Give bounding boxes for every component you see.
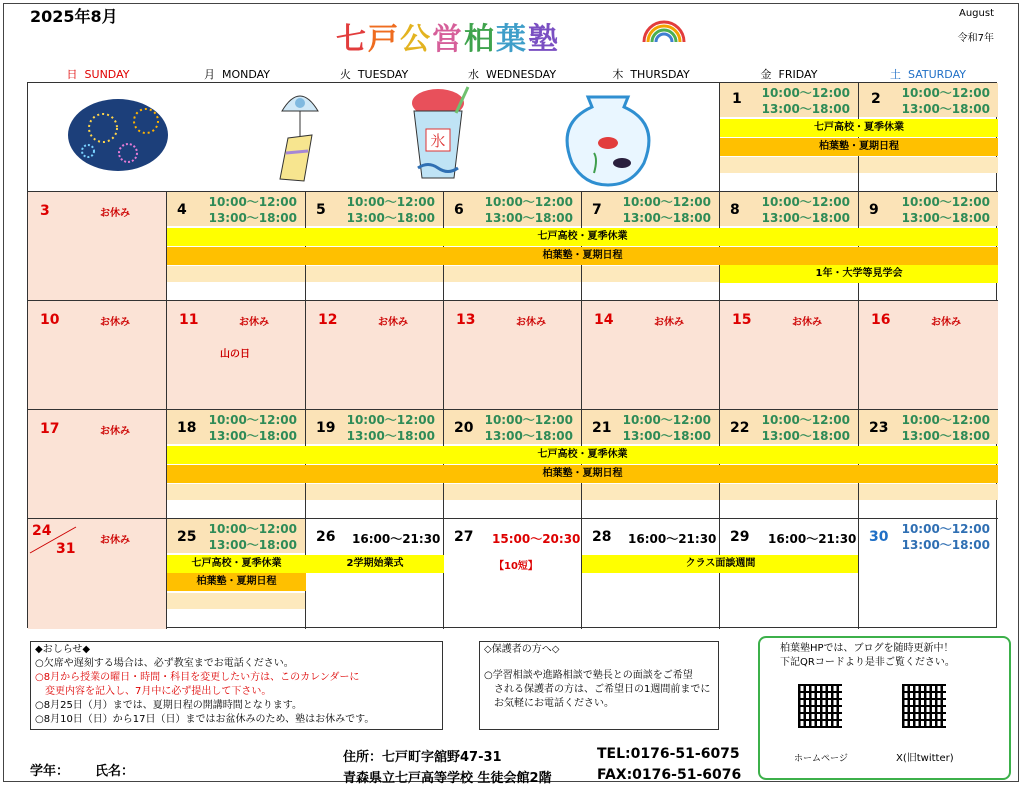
grade-field[interactable]: 学年： xyxy=(30,764,70,779)
goldfish-bowl-icon xyxy=(567,97,649,185)
day-cell-6: 6 10:00～12:00 13:00～18:00 xyxy=(444,192,582,301)
brand-char: 営 xyxy=(432,22,464,57)
day-cell-9: 9 10:00～12:00 13:00～18:00 xyxy=(859,192,998,301)
sns-box: 柏葉塾HPでは、ブログを随時更新中！ 下記QRコードより是非ご覧ください。 ホームページ X(旧twitter) xyxy=(758,636,1011,780)
day-header-friday: 金 FRIDAY xyxy=(760,68,818,81)
event-school-break: 七戸高校・夏季休業 xyxy=(167,228,998,246)
x-twitter-qr-code[interactable] xyxy=(902,684,946,728)
day-cell-18: 18 10:00～12:00 13:00～18:00 xyxy=(167,410,306,519)
event-summer-schedule: 柏葉塾・夏期日程 xyxy=(167,465,998,483)
illustration-cell xyxy=(28,83,720,192)
event-summer-schedule: 柏葉塾・夏期日程 xyxy=(167,573,306,591)
day-cell-24-31: 24 31 お休み xyxy=(28,519,167,629)
notice-box: ◆おしらせ◆ ○欠席や遅刻する場合は、必ず教室までお電話ください。 ○8月から授業の曜日・時間・科目を変更したい方は、このカレンダーに 変更内容を記入し、7月中に必ず提出して下さい。 ○8月25日（月）までは、夏期日程の開講時間となります。 ○8月10日（日）から17日（日）まではお盆休みのため、塾はお休みです。 xyxy=(30,641,443,730)
phone-number: TEL:0176-51-6075 xyxy=(597,746,740,762)
calendar-grid xyxy=(27,82,997,628)
brand-logo xyxy=(336,14,560,58)
day-cell-17: 17 お休み xyxy=(28,410,167,519)
day-cell-14: 14 お休み xyxy=(582,301,720,410)
day-header-sunday: 日 SUNDAY xyxy=(66,68,130,81)
day-cell-19: 19 10:00～12:00 13:00～18:00 xyxy=(306,410,444,519)
day-cell-29: 29 16:00～21:30 xyxy=(720,519,859,629)
day-header-tuesday: 火 TUESDAY xyxy=(339,68,409,81)
guardian-box: ◇保護者の方へ◇ ○学習相談や進路相談で塾長との面談をご希望 される保護者の方は、ご希望日の1週間前までに お気軽にお電話ください。 xyxy=(479,641,719,730)
day-cell-13: 13 お休み xyxy=(444,301,582,410)
day-cell-12: 12 お休み xyxy=(306,301,444,410)
day-cell-5: 5 10:00～12:00 13:00～18:00 xyxy=(306,192,444,301)
day-cell-22: 22 10:00～12:00 13:00～18:00 xyxy=(720,410,859,519)
day-header-saturday: 土 SATURDAY xyxy=(890,68,966,81)
day-cell-10: 10 お休み xyxy=(28,301,167,410)
event-school-break: 七戸高校・夏季休業 xyxy=(167,555,306,573)
day-cell-26: 26 16:00～21:30 xyxy=(306,519,444,629)
event-term-start: 2学期始業式 xyxy=(306,555,444,573)
brand-char: 塾 xyxy=(528,22,560,57)
day-cell-27: 27 15:00～20:30 【10短】 xyxy=(444,519,582,629)
day-header-wednesday: 水 WEDNESDAY xyxy=(467,68,557,81)
rainbow-icon xyxy=(640,14,688,46)
svg-text:氷: 氷 xyxy=(430,132,446,150)
brand-char: 葉 xyxy=(496,22,528,57)
brand-char: 戸 xyxy=(368,22,400,57)
day-header-thursday: 木 THURSDAY xyxy=(612,68,690,81)
day-cell-2: 2 10:00～12:00 13:00～18:00 xyxy=(859,83,998,192)
day-cell-4: 4 10:00～12:00 13:00～18:00 xyxy=(167,192,306,301)
day-header-monday: 月 MONDAY xyxy=(203,68,271,81)
day-cell-21: 21 10:00～12:00 13:00～18:00 xyxy=(582,410,720,519)
day-cell-30: 30 10:00～12:00 13:00～18:00 xyxy=(869,522,990,552)
wind-chime-icon xyxy=(280,96,318,181)
event-summer-schedule: 柏葉塾・夏期日程 xyxy=(720,138,998,156)
day-cell-11: 11 お休み xyxy=(167,301,306,410)
era-year: 令和7年 xyxy=(957,33,994,44)
brand-char: 公 xyxy=(400,22,432,57)
year-month: 2025年8月 xyxy=(30,7,118,26)
event-school-break: 七戸高校・夏季休業 xyxy=(720,119,998,137)
day-cell-20: 20 10:00～12:00 13:00～18:00 xyxy=(444,410,582,519)
event-school-break: 七戸高校・夏季休業 xyxy=(167,446,998,464)
event-summer-schedule: 柏葉塾・夏期日程 xyxy=(167,247,998,265)
day-cell-7: 7 10:00～12:00 13:00～18:00 xyxy=(582,192,720,301)
homepage-qr-code[interactable] xyxy=(798,684,842,728)
name-field[interactable]: 氏名： xyxy=(95,764,135,779)
day-cell-16: 16 お休み xyxy=(859,301,998,410)
day-cell-23: 23 10:00～12:00 13:00～18:00 xyxy=(859,410,998,519)
day-cell-15: 15 お休み xyxy=(720,301,859,410)
fax-number: FAX:0176-51-6076 xyxy=(597,767,742,783)
event-interview-week: クラス面談週間 xyxy=(582,555,859,573)
day-cell-25: 25 10:00～12:00 13:00～18:00 xyxy=(167,519,306,629)
day-cell-1: 1 10:00～12:00 13:00～18:00 xyxy=(720,83,859,192)
fireworks-icon xyxy=(68,99,168,171)
place-name: 青森県立七戸高等学校 生徒会館2階 xyxy=(343,771,552,786)
event-mountain-day: 山の日 xyxy=(220,349,250,360)
day-cell-28: 28 16:00～21:30 xyxy=(582,519,720,629)
address: 住所：七戸町字舘野47-31 xyxy=(343,750,502,765)
brand-char: 柏 xyxy=(464,22,496,57)
shaved-ice-icon xyxy=(412,87,468,178)
day-cell-3: 3 お休み xyxy=(28,192,167,301)
event-campus-tour: 1年・大学等見学会 xyxy=(720,265,998,283)
english-month: August xyxy=(959,8,994,19)
brand-char: 七 xyxy=(336,22,368,57)
day-cell-8: 8 10:00～12:00 13:00～18:00 xyxy=(720,192,859,301)
